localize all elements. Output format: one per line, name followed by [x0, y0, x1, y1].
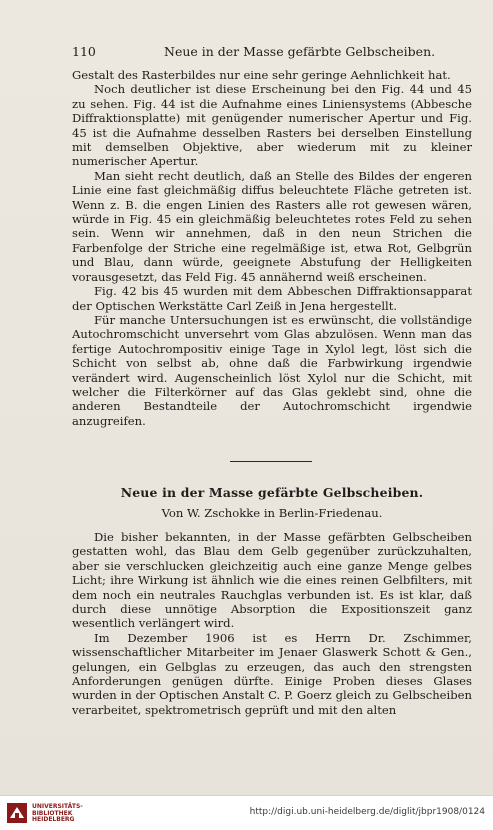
article-byline: Von W. Zschokke in Berlin-Friedenau.: [161, 506, 383, 520]
permalink[interactable]: http://digi.ub.uni-heidelberg.de/diglit/jbpr1908/0124: [249, 807, 485, 817]
article-title: Neue in der Masse gefärbte Gelbscheiben.: [120, 485, 424, 500]
library-name: UNIVERSITÄTS- BIBLIOTHEK HEIDELBERG: [32, 803, 83, 824]
page-number: 110: [72, 44, 96, 59]
paragraph: Fig. 42 bis 45 wurden mit dem Abbeschen Diffraktionsapparat der Optischen Werkstätte Carl Zeiß in Jena hergestellt.: [72, 284, 472, 313]
university-seal-icon: [6, 802, 28, 824]
paragraph: Man sieht recht deutlich, daß an Stelle des Bildes der engeren Linie eine fast gleichmäßig diffus beleuchtete Fläche getreten ist. Wenn z. B. die engen Linien des Rasters alle rot gewesen wären, würde in Fig. 45 ein gleichmäßig beleuchtetes rotes Feld zu sehen sein. Wenn wir annehmen, daß in den neun Strichen die Farbenfolge der Striche eine regelmäßige ist, etwa Rot, Gelbgrün und Blau, dann würde, geeignete Abstufung der Helligkeiten vorausgesetzt, das Feld Fig. 45 annähernd weiß erscheinen.: [72, 168, 472, 284]
section-continued-text: [72, 68, 472, 428]
section-divider: [230, 461, 312, 462]
paragraph: Gestalt des Rasterbildes nur eine sehr geringe Aehnlichkeit hat.: [72, 68, 451, 82]
article-body: [72, 530, 472, 717]
viewer-footer: [0, 795, 493, 830]
paragraph: Für manche Untersuchungen ist es erwünscht, die vollständige Autochromschicht unversehrt vom Glas abzulösen. Wenn man das fertige Autochrompositiv einige Tage in Xylol legt, löst sich die Schicht von selbst ab, ohne daß die Farbwirkung irgendwie verändert wird. Augenscheinlich löst Xylol nur die Schicht, mit welcher die Filterkörner auf das Glas geklebt sind, ohne die anderen Bestandteile der Autochromschicht irgendwie anzugreifen.: [72, 312, 472, 428]
paragraph: Die bisher bekannten, in der Masse gefärbten Gelbscheiben gestatten wohl, das Blau dem Gelb gegenüber zurückzuhalten, aber sie verschlucken gleichzeitig auch eine ganze Menge gelbes Licht; ihre Wirkung ist ähnlich wie die eines reinen Gelbfilters, mit dem noch ein neutrales Rauchglas verbunden ist. Es ist klar, daß durch diese unnötige Absorption die Expositionszeit ganz wesentlich verlängert wird.: [72, 530, 472, 631]
running-title: Neue in der Masse gefärbte Gelbscheiben.: [164, 44, 436, 59]
paragraph: Im Dezember 1906 ist es Herrn Dr. Zschimmer, wissenschaftlicher Mitarbeiter im Jenaer Glaswerk Schott & Gen., gelungen, ein Gelbglas zu erzeugen, das auch den strengsten Anforderungen genügen dürfte. Einige Proben dieses Glases wurden in der Optischen Anstalt C. P. Goerz gleich zu Gelbscheiben verarbeitet, spektrometrisch geprüft und mit den alten: [72, 630, 472, 717]
paragraph: Noch deutlicher ist diese Erscheinung bei den Fig. 44 und 45 zu sehen. Fig. 44 ist die Aufnahme eines Liniensystems (Abbesche Diffraktionsplatte) mit genügender numerischer Apertur und Fig. 45 ist die Aufnahme desselben Rasters bei derselben Einstellung mit demselben Objektive, aber wiederum mit zu kleiner numerischer Apertur.: [72, 82, 472, 169]
running-head: [72, 44, 472, 62]
